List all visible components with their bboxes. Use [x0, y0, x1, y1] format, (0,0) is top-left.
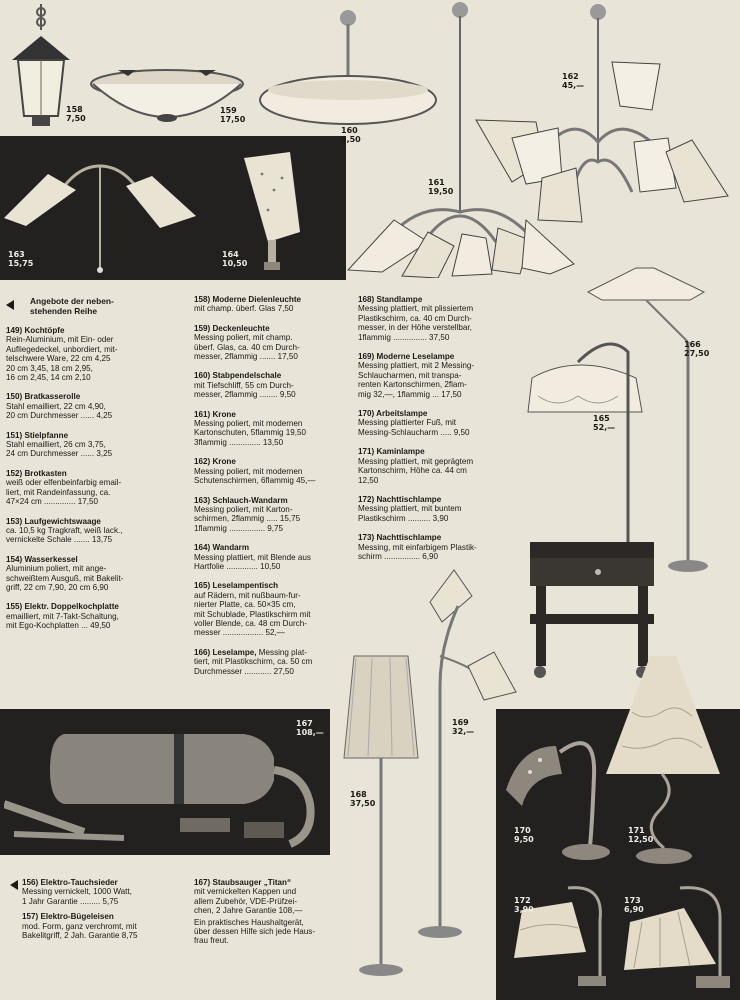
image-num-168: 168 — [350, 790, 367, 799]
entry-text: Messing poliert, mit Karton- schirmen, 2flammig ..... 15,75 1flammig ................ 9,75 — [194, 504, 301, 533]
entry-text: Messing plattiert, mit Blende aus Hartfolie .............. 10,50 — [194, 552, 311, 571]
entry-163 — [194, 496, 344, 534]
image-price-163: 15,75 — [8, 259, 34, 268]
entry-159 — [194, 324, 344, 362]
entry-157 — [10, 912, 186, 940]
entry-text: Rein-Aluminium, mit Ein- oder Aufliegedeckel, unbordiert, mit- telschwere Ware, 22 cm 4,25 20 cm 3,45, 18 cm 2,95, 16 cm 2,45, 14 cm 2,10 — [6, 335, 118, 383]
entry-title: 168) Standlampe — [358, 295, 423, 304]
entry-title: 156) Elektro-Tauchsieder — [22, 878, 118, 887]
image-num-159: 159 — [220, 106, 237, 115]
entry-173 — [358, 533, 500, 561]
entry-text: Stahl emailliert, 26 cm 3,75, 24 cm Durchmesser ...... 3,25 — [6, 440, 113, 459]
entry-title: 160) Stabpendelschale — [194, 371, 282, 381]
image-num-172: 172 — [514, 896, 531, 905]
entry-title: 152) Brotkasten — [6, 468, 67, 478]
entry-title: 163) Schlauch-Wandarm — [194, 495, 288, 505]
wall-lamp-single-icon — [238, 150, 306, 276]
lamp-table-icon — [518, 332, 654, 684]
entry-154 — [6, 555, 182, 593]
entry-151 — [6, 431, 182, 459]
image-price-169: 32,— — [452, 727, 475, 736]
entry-167 — [194, 878, 344, 916]
entry-title: 151) Stielpfanne — [6, 430, 69, 440]
entry-text: Messing poliert, mit modernen Kartonschuten, 5flammig 19,50 3flammig .............. 13,50 — [194, 419, 307, 447]
entry-text: ca. 10,5 kg Tragkraft, weiß lack., vernickelte Schale ....... 13,75 — [6, 525, 123, 545]
offer-header-text: Angebote der neben- stehenden Reihe — [30, 296, 114, 316]
entry-text: Messing vernickelt, 1000 Watt, 1 Jahr Garantie ......... 5,75 — [22, 887, 132, 906]
entry-158 — [194, 295, 344, 314]
entry-150 — [6, 392, 182, 420]
image-num-165: 165 — [593, 414, 610, 423]
text-column-3 — [358, 295, 500, 571]
entry-text: Messing plat- tiert, mit Plastikschirm, ca. 50 cm Durchmesser ............ 27,50 — [194, 647, 313, 676]
entry-text: mit Tiefschliff, 55 cm Durch- messer, 2flammig ........ 9,50 — [194, 380, 296, 400]
entry-title: 170) Arbeitslampe — [358, 409, 428, 419]
image-num-166: 166 — [684, 340, 701, 349]
image-price-161: 19,50 — [428, 187, 454, 196]
text-bottom-middle — [194, 878, 344, 946]
entry-text: Messing plattiert, mit plissiertem Plastikschirm, ca. 40 cm Durch- messer, in der Höhe verstellbar, 1flammig ............... 37,50 — [358, 304, 474, 342]
image-price-158: 7,50 — [66, 114, 86, 123]
entry-title: 155) Elektr. Doppelkochplatte — [6, 602, 119, 612]
entry-text: Messing poliert, mit champ. überf. Glas, ca. 40 cm Durch- messer, 2flammig ....... 17,50 — [194, 333, 300, 362]
entry-text: Messing plattiert, mit buntem Plastikschirm .......... 3,90 — [358, 504, 462, 523]
entry-text: mod. Form, ganz verchromt, mit Bakelitgriff, 2 Jah. Garantie 8,75 — [22, 921, 138, 941]
image-price-168: 37,50 — [350, 799, 376, 808]
entry-text: weiß oder elfenbeinfarbig email- liert, mit Randeinfassung, ca. 47×24 cm .............. 17,50 — [6, 478, 122, 507]
chandelier-6-arm-icon — [472, 2, 734, 228]
entry-172 — [358, 495, 500, 523]
entry-title: 164) Wandarm — [194, 543, 250, 553]
entry-title: 154) Wasserkessel — [6, 554, 78, 564]
entry-149 — [6, 326, 182, 382]
image-num-169: 169 — [452, 718, 469, 727]
entry-text: emailliert, mit 7-Takt-Schaltung, mit Ego-Kochplatten ... 49,50 — [6, 611, 119, 631]
image-num-171: 171 — [628, 826, 645, 835]
image-num-161: 161 — [428, 178, 445, 187]
table-lamp-cone-icon — [602, 652, 724, 868]
entry-title: 167) Staubsauger „Titan“ — [194, 878, 292, 887]
image-num-158: 158 — [66, 105, 83, 114]
entry-title: 159) Deckenleuchte — [194, 323, 270, 333]
entry-title: 150) Bratkasserolle — [6, 392, 81, 402]
entry-title: 157) Elektro-Bügeleisen — [22, 912, 114, 922]
entry-152 — [6, 469, 182, 507]
entry-text: Messing poliert, mit modernen Schutenschirmen, 6flammig 45,— — [194, 466, 316, 486]
entry-text: Messing plattiert, mit 2 Messing- Schlaucharmen, mit transpa- renten Kartonschirmen, 2flam- mig 32,—, 1flammig ... 17,50 — [358, 361, 475, 399]
image-price-173: 6,90 — [624, 905, 644, 914]
entry-153 — [6, 517, 182, 545]
image-num-163: 163 — [8, 250, 25, 259]
entry-155 — [6, 602, 182, 630]
entry-title: 158) Moderne Dielenleuchte — [194, 295, 302, 304]
arrow-left-icon — [10, 880, 18, 890]
image-num-162: 162 — [562, 72, 579, 81]
entry-title: 169) Moderne Leselampe — [358, 352, 455, 362]
entry-169 — [358, 352, 500, 399]
entry-161 — [194, 410, 344, 448]
entry-168 — [358, 295, 500, 342]
image-price-170: 9,50 — [514, 835, 534, 844]
vacuum-cleaner-icon — [4, 714, 326, 850]
entry-text: mit champ. überf. Glas 7,50 — [194, 304, 294, 314]
entry-title: 173) Nachttischlampe — [358, 533, 442, 543]
entry-text: Messing, mit einfarbigem Plastik- schirm ................ 6,90 — [358, 542, 477, 561]
image-price-162: 45,— — [562, 81, 585, 90]
image-price-172: 3,90 — [514, 905, 534, 914]
entry-160 — [194, 371, 344, 399]
text-column-2 — [194, 295, 344, 686]
image-num-170: 170 — [514, 826, 531, 835]
image-num-167: 167 — [296, 719, 313, 728]
image-price-167: 108,— — [296, 728, 324, 737]
entry-title: 166) Leselampe, — [194, 647, 257, 657]
entry-title: 161) Krone — [194, 409, 236, 419]
entry-title: 149) Kochtöpfe — [6, 326, 65, 335]
entry-title: 165) Leselampentisch — [194, 581, 279, 591]
entry-title: 172) Nachttischlampe — [358, 494, 442, 504]
arrow-left-icon — [6, 300, 14, 310]
text-column-1 — [6, 296, 182, 641]
image-num-173: 173 — [624, 896, 641, 905]
entry-text: Aluminium poliert, mit ange- schweißtem Ausguß, mit Bakelit- griff, 22 cm 7,90, 20 cm 6,90 — [6, 564, 124, 592]
entry-166 — [194, 648, 344, 676]
entry-title: 153) Laufgewichtswaage — [6, 516, 101, 526]
text-bottom-left — [10, 878, 186, 950]
image-price-171: 12,50 — [628, 835, 654, 844]
entry-170 — [358, 409, 500, 437]
entry-171 — [358, 447, 500, 485]
image-price-166: 27,50 — [684, 349, 710, 358]
offer-header — [6, 296, 182, 316]
entry-165 — [194, 581, 344, 637]
image-price-165: 52,— — [593, 423, 616, 432]
entry-164 — [194, 543, 344, 571]
image-num-160: 160 — [341, 126, 358, 135]
entry-note: Ein praktisches Haushaltgerät, über dessen Hilfe sich jede Haus- frau freut. — [194, 917, 316, 946]
image-price-159: 17,50 — [220, 115, 246, 124]
entry-title: 162) Krone — [194, 457, 236, 467]
image-num-164: 164 — [222, 250, 239, 259]
entry-text: Messing plattiert, mit geprägtem Kartonschirm, Höhe ca. 44 cm 12,50 — [358, 456, 474, 485]
entry-title: 171) Kaminlampe — [358, 447, 425, 457]
entry-text: Messing plattierter Fuß, mit Messing-Schlaucharm ..... 9,50 — [358, 418, 470, 437]
image-price-160: 9,50 — [341, 135, 361, 144]
entry-162 — [194, 457, 344, 485]
entry-156 — [10, 878, 186, 906]
entry-text: auf Rädern, mit nußbaum-fur- nierter Platte, ca. 50×35 cm, mit Schublade, Plastikschirm mit voller Blende, ca. 48 cm Durch- messer .................. 52,— — [194, 590, 311, 638]
entry-text: Stahl emailliert, 22 cm 4,90, 20 cm Durchmesser ...... 4,25 — [6, 401, 113, 421]
entry-text: mit vernickelten Kappen und allem Zubehör, VDE-Prüfzei- chen, 2 Jahre Garantie 108,— — [194, 887, 303, 916]
image-price-164: 10,50 — [222, 259, 248, 268]
